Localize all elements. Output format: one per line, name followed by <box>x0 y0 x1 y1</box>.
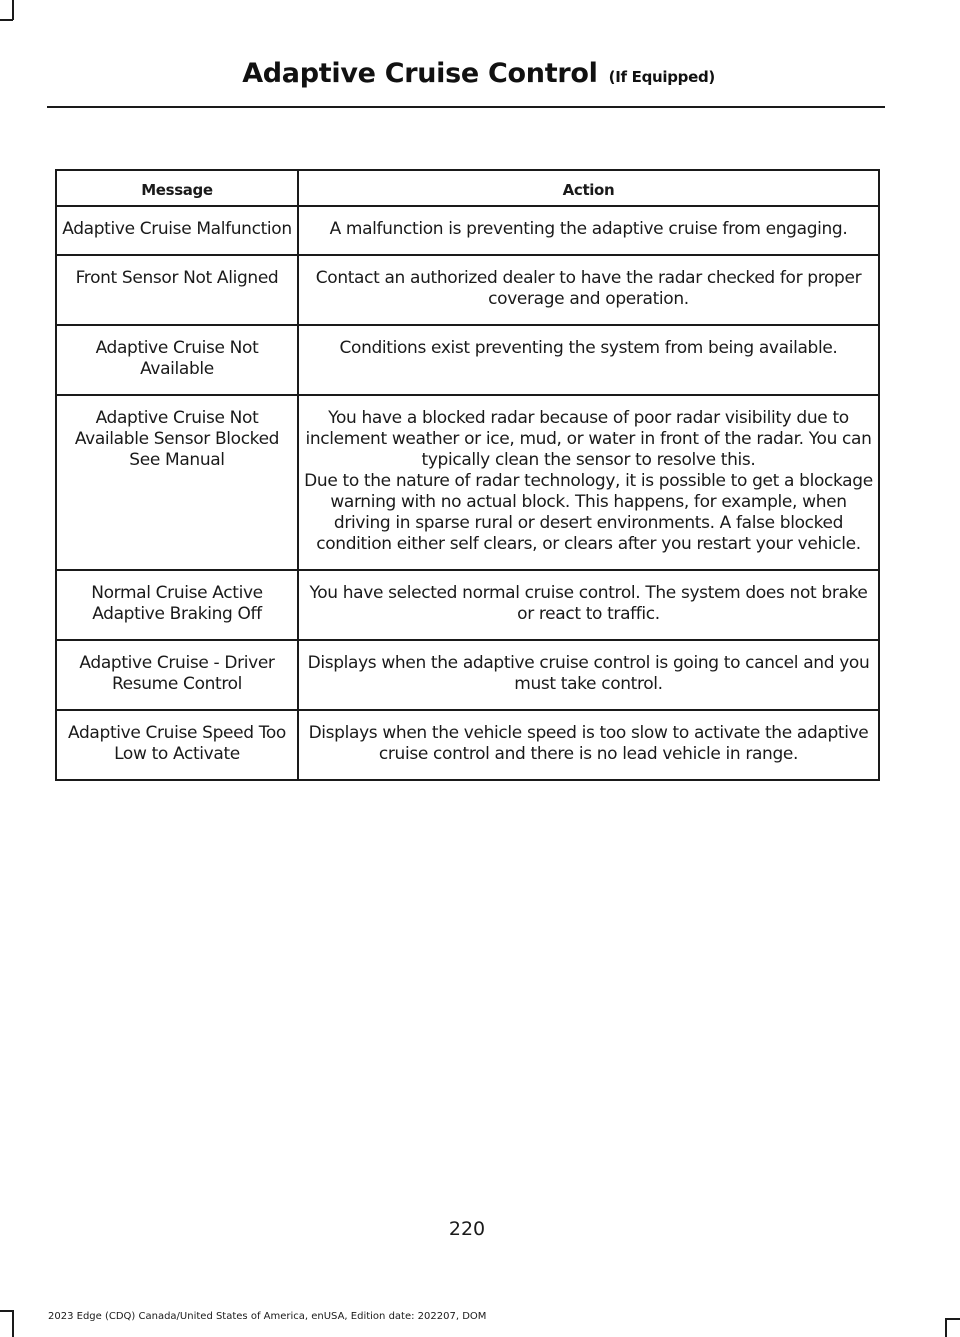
crop-mark <box>0 1310 13 1312</box>
action-cell <box>298 570 879 640</box>
action-cell <box>298 325 879 395</box>
table-row <box>56 206 879 255</box>
action-paragraph: Displays when the vehicle speed is too slow to activate the adaptive cruise control and there is no lead vehicle in range. <box>308 723 869 764</box>
action-cell <box>298 206 879 255</box>
crop-mark <box>945 1318 947 1337</box>
table-header-row <box>56 170 879 206</box>
action-cell <box>298 710 879 780</box>
message-cell: Front Sensor Not Aligned <box>56 255 298 325</box>
column-header-action: Action <box>298 170 879 206</box>
crop-mark <box>12 0 14 20</box>
action-paragraph: Due to the nature of radar technology, it is possible to get a blockage warning with no actual block. This happens, for example, when driving in sparse rural or desert environments. A false blocked condition either self clears, or clears after you restart your vehicle. <box>304 471 873 554</box>
message-table <box>55 169 880 781</box>
table-row <box>56 395 879 570</box>
column-header-message: Message <box>56 170 298 206</box>
crop-mark <box>946 1318 960 1320</box>
message-cell: Adaptive Cruise Speed Too Low to Activate <box>56 710 298 780</box>
action-cell <box>298 640 879 710</box>
page-title-suffix: (If Equipped) <box>608 68 715 86</box>
message-cell: Adaptive Cruise Not Available Sensor Blocked See Manual <box>56 395 298 570</box>
header-rule <box>47 106 885 108</box>
action-paragraph: Displays when the adaptive cruise control is going to cancel and you must take control. <box>307 653 870 694</box>
footer-edition-note: 2023 Edge (CDQ) Canada/United States of America, enUSA, Edition date: 202207, DOM <box>48 1311 487 1322</box>
message-cell: Adaptive Cruise Malfunction <box>56 206 298 255</box>
table-row <box>56 325 879 395</box>
message-cell: Adaptive Cruise - Driver Resume Control <box>56 640 298 710</box>
action-cell <box>298 395 879 570</box>
action-paragraph: Contact an authorized dealer to have the radar checked for proper coverage and operation. <box>315 268 862 309</box>
table-row <box>56 255 879 325</box>
page-title <box>242 58 715 89</box>
message-cell: Adaptive Cruise Not Available <box>56 325 298 395</box>
action-paragraph: You have a blocked radar because of poor radar visibility due to inclement weather or ice, mud, or water in front of the radar. You can typically clean the sensor to resolve this. <box>305 408 872 470</box>
table-body <box>56 206 879 780</box>
page-number: 220 <box>448 1218 486 1240</box>
table-row <box>56 640 879 710</box>
action-paragraph: You have selected normal cruise control. The system does not brake or react to traffic. <box>309 583 868 624</box>
action-cell <box>298 255 879 325</box>
action-paragraph: A malfunction is preventing the adaptive cruise from engaging. <box>329 219 848 239</box>
page-title-text: Adaptive Cruise Control <box>242 58 598 89</box>
crop-mark <box>12 1310 14 1337</box>
table-row <box>56 570 879 640</box>
message-cell: Normal Cruise Active Adaptive Braking Off <box>56 570 298 640</box>
table-row <box>56 710 879 780</box>
action-paragraph: Conditions exist preventing the system from being available. <box>339 338 838 358</box>
crop-mark <box>0 19 13 21</box>
